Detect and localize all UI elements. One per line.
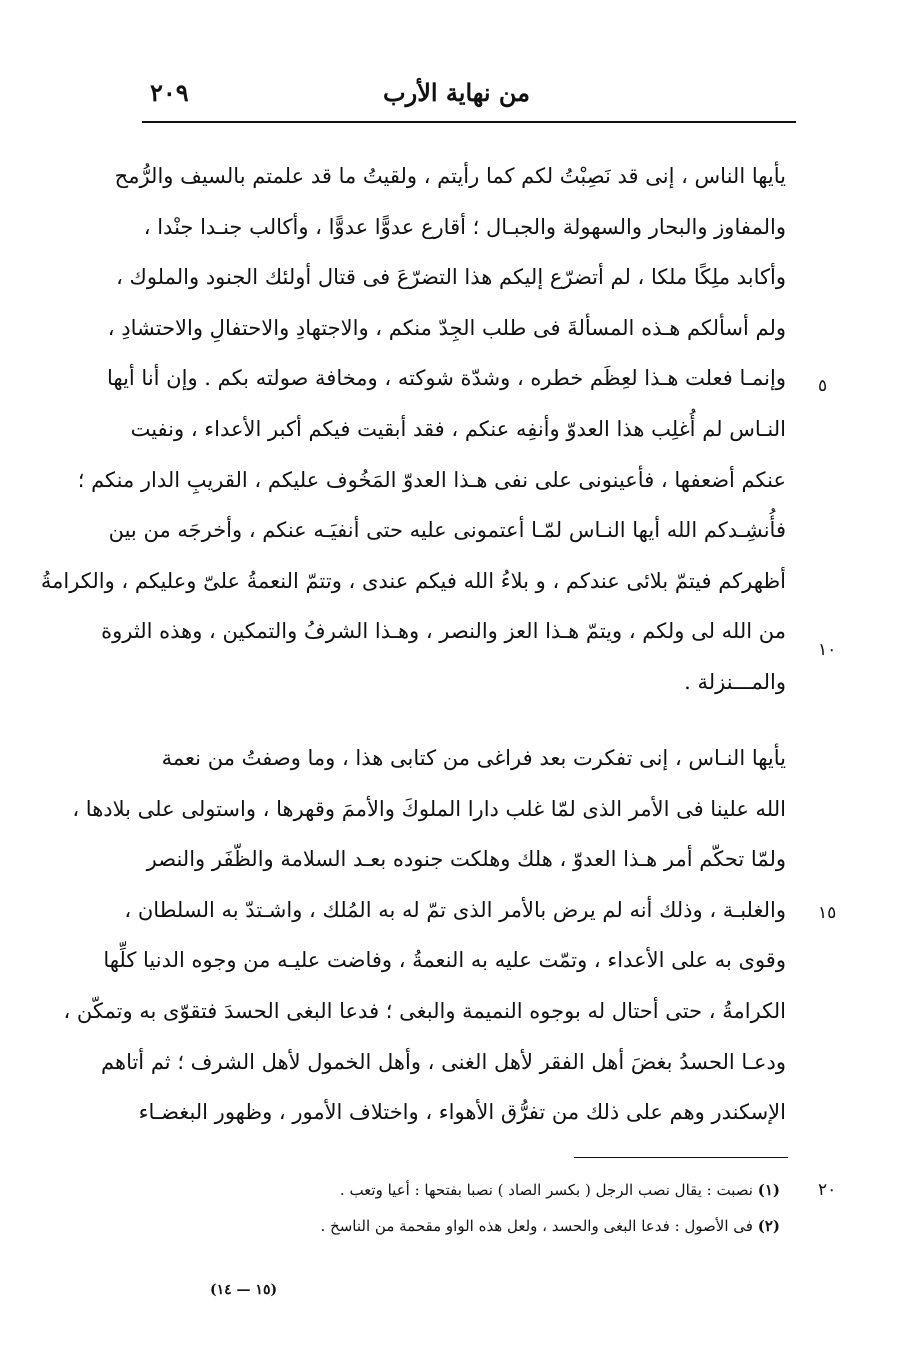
footnote-text: فى الأصول : فدعا البغى والحسد ، ولعل هذه الواو مقحمة من الناسخ . — [320, 1217, 753, 1235]
text-line: والمـــنزلة . — [684, 669, 786, 694]
line-number-10: ١٠ — [818, 640, 837, 660]
text-line: وقوى به على الأعداء ، وتمّت عليه به النعمةُ ، وفاضت عليـه من وجوه الدنيا كلِّها — [103, 948, 786, 973]
text-line: النـاس لم أُغلِب هذا العدوّ وأنفِه عنكم ، فقد أبقيت فيكم أكبر الأعداء ، ونفيت — [130, 416, 786, 441]
line-number-15: ١٥ — [818, 903, 837, 923]
footnotes — [260, 1172, 780, 1244]
footnote-rule — [574, 1157, 788, 1158]
text-line: عنكم أضعفها ، فأعينونى على نفى هـذا العدوّ المَخُوف عليكم ، القريبِ الدار منكم ؛ — [77, 467, 786, 492]
line-number-20: ٢٠ — [818, 1180, 837, 1200]
header-rule — [142, 121, 796, 123]
text-line: يأيها الناس ، إنى قد نَصِبْتُ لكم كما رأيتم ، ولقيتُ ما قد علمتم بالسيف والرُّمح — [114, 164, 786, 188]
text-line: الكرامةُ ، حتى أحتال له بوجوه النميمة والبغى ؛ فدعا البغى الحسدَ فتقوّى به وتمكّن ، — [63, 998, 786, 1023]
text-line: الله علينا فى الأمر الذى لمّا غلب دارا الملوكَ والأممَ وقهرها ، واستولى على بلادها ، — [72, 796, 786, 821]
text-line: أظهركم فيتمّ بلائى عندكم ، و بلاءُ الله فيكم عندى ، وتتمّ النعمةُ علىّ وعليكم ، والكرامةُ — [40, 568, 786, 593]
text-line: فأُنشِـدكم الله أيها النـاس لمّـا أعتمونى عليه حتى أنفيَـه عنكم ، وأخرجَه من بين — [108, 518, 786, 543]
text-line: من الله لى ولكم ، ويتمّ هـذا العز والنصر ، وهـذا الشرفُ والتمكين ، وهذه الثروة — [101, 619, 786, 644]
signature-mark: (١٥ — ١٤) — [210, 1282, 278, 1298]
text-line: ولم أسألكم هـذه المسألةَ فى طلب الجِدّ منكم ، والاجتهادِ والاحتفالِ والاحتشادِ ، — [107, 315, 786, 340]
page-header — [142, 72, 792, 116]
footnote-1 — [260, 1172, 780, 1208]
footnote-number: (٢) — [757, 1217, 780, 1235]
page-number: ٢٠٩ — [150, 78, 189, 107]
text-line: الإسكندر وهم على ذلك من تفرُّق الأهواء ، واختلاف الأمور ، وظهور البغضـاء — [138, 1100, 786, 1125]
paragraph-1 — [40, 151, 786, 708]
text-line: يأيها النـاس ، إنى تفكرت بعد فراغى من كتابى هذا ، وما وصفتُ من نعمة — [161, 746, 786, 770]
text-line: والغلبـة ، وذلك أنه لم يرض بالأمر الذى تمّ له به المُلك ، واشـتدّ به السلطان ، — [124, 897, 786, 922]
text-line: والمفاوز والبحار والسهولة والجبـال ؛ أقارع عدوًّا عدوًّا ، وأكالب جنـدا جنْدا ، — [143, 214, 786, 239]
text-line: وإنمـا فعلت هـذا لعِظَم خطره ، وشدّة شوكته ، ومخافة صولته بكم . وإن أنا أيها — [107, 366, 786, 391]
text-line: وأكابد ملِكًا ملكا ، لم أتضرّع إليكم هذا التضرّعَ فى قتال أولئك الجنود والملوك ، — [116, 265, 786, 290]
paragraph-2 — [63, 733, 786, 1138]
line-number-5: ٥ — [818, 376, 828, 396]
footnote-number: (١) — [757, 1181, 780, 1199]
text-line: ولمّا تحكّم أمر هـذا العدوّ ، هلك وهلكت جنوده بعـد السلامة والظّفَر والنصر — [146, 847, 786, 872]
running-title: من نهاية الأرب — [383, 78, 530, 107]
footnote-2 — [260, 1208, 780, 1244]
footnote-text: نصبت : يقال نصب الرجل ( بكسر الصاد ) نصبا بفتحها : أعيا وتعب . — [339, 1181, 753, 1199]
text-line: ودعـا الحسدُ بغضَ أهل الفقر لأهل الغنى ، وأهل الخمول لأهل الشرف ؛ ثم أتاهم — [101, 1049, 786, 1074]
